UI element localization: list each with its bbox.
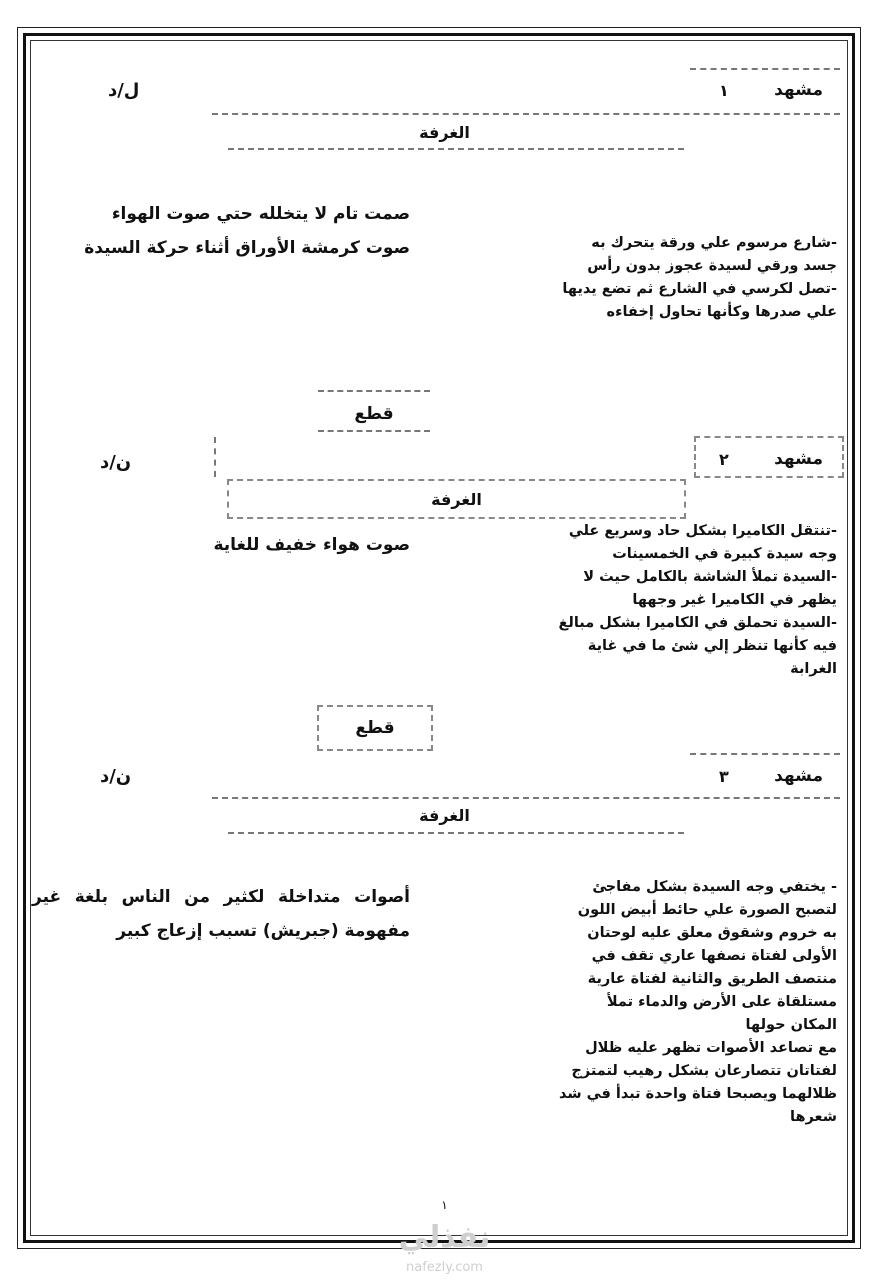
scene-1-location: الغرفة — [419, 123, 470, 142]
sound-line: صوت هواء خفيف للغاية — [213, 535, 410, 555]
transition-1-top-rule — [318, 390, 430, 392]
watermark-site: nafezly.com — [406, 1260, 483, 1275]
scene-2-heading-label: مشهد — [774, 449, 823, 469]
action-line: لفتاتان تتصارعان بشكل رهيب لتمتزج — [571, 1063, 837, 1079]
action-line: الغرابة — [790, 661, 837, 677]
scene-1-heading-top-rule — [690, 68, 840, 70]
transition-1-label: قطع — [354, 404, 394, 424]
scene-3-time-code: ن/د — [100, 766, 132, 787]
action-line: -تصل لكرسي في الشارع ثم تضع يديها — [562, 281, 837, 297]
action-line: منتصف الطريق والثانية لفتاة عارية — [587, 971, 837, 987]
scene-2-action — [530, 520, 837, 681]
action-line: يظهر في الكاميرا غير وجهها — [632, 592, 837, 608]
action-line: فيه كأنها تنظر إلي شئ ما في غاية — [587, 638, 837, 654]
scene-1-time-code: ل/د — [108, 80, 140, 101]
action-line: المكان حولها — [745, 1017, 837, 1033]
action-line: -شارع مرسوم علي ورقة يتحرك به — [591, 235, 837, 251]
action-line: الأولى لفتاة نصفها عاري تقف في — [591, 948, 837, 964]
action-line: -السيدة تحملق في الكاميرا بشكل مبالغ — [558, 615, 837, 631]
scene-3-location-rule — [228, 832, 684, 834]
scene-2-number: ٢ — [719, 450, 729, 469]
page-number: ١ — [441, 1198, 448, 1212]
action-line: -السيدة تملأ الشاشة بالكامل حيث لا — [583, 569, 837, 585]
scene-1-location-rule — [228, 148, 684, 150]
transition-1-bottom-rule — [318, 430, 430, 432]
action-line: جسد ورقي لسيدة عجوز بدون رأس — [587, 258, 837, 274]
scene-3-location: الغرفة — [419, 806, 470, 825]
action-line: - يختفي وجه السيدة بشكل مفاجئ — [592, 879, 837, 895]
action-line: مستلقاة على الأرض والدماء تملأ — [606, 994, 837, 1010]
action-line: به خروم وشقوق معلق عليه لوحتان — [587, 925, 837, 941]
action-line: وجه سيدة كبيرة في الخمسينات — [612, 546, 837, 562]
action-line: -تنتقل الكاميرا بشكل حاد وسريع علي — [568, 523, 837, 539]
scene-3-heading-label: مشهد — [774, 766, 823, 786]
scene-2-heading-left-rule — [214, 437, 216, 477]
action-line: ظلالهما ويصبحا فتاة واحدة تبدأ في شد — [559, 1086, 837, 1102]
scene-1-heading-label: مشهد — [774, 80, 823, 100]
sound-line: أصوات متداخلة لكثير من الناس بلغة غير — [32, 887, 410, 907]
scene-3-action — [555, 876, 837, 1129]
scene-1-number: ١ — [719, 81, 729, 100]
scene-1-heading-bottom-rule — [212, 113, 840, 115]
action-line: علي صدرها وكأنها تحاول إخفاءه — [606, 304, 837, 320]
scene-2-time-code: ن/د — [100, 452, 132, 473]
scene-3-heading-top-rule — [690, 753, 840, 755]
scene-1-action — [530, 232, 837, 324]
scene-3-sound — [32, 880, 410, 948]
scene-1-sound — [80, 197, 410, 265]
scene-3-number: ٣ — [719, 767, 729, 786]
watermark-logo: نفذلي — [398, 1220, 491, 1255]
scene-2-location: الغرفة — [431, 490, 482, 509]
scene-2-sound — [80, 528, 410, 562]
transition-2-label: قطع — [355, 718, 395, 738]
action-line: لتصبح الصورة علي حائط أبيض اللون — [577, 902, 837, 918]
action-line: مع تصاعد الأصوات تظهر عليه ظلال — [585, 1040, 837, 1056]
sound-line: صمت تام لا يتخلله حتي صوت الهواء — [111, 204, 410, 224]
sound-line: مفهومة (جبريش) تسبب إزعاج كبير — [116, 921, 410, 941]
action-line: شعرها — [790, 1109, 837, 1125]
sound-line: صوت كرمشة الأوراق أثناء حركة السيدة — [84, 238, 410, 258]
scene-3-heading-bottom-rule — [212, 797, 840, 799]
